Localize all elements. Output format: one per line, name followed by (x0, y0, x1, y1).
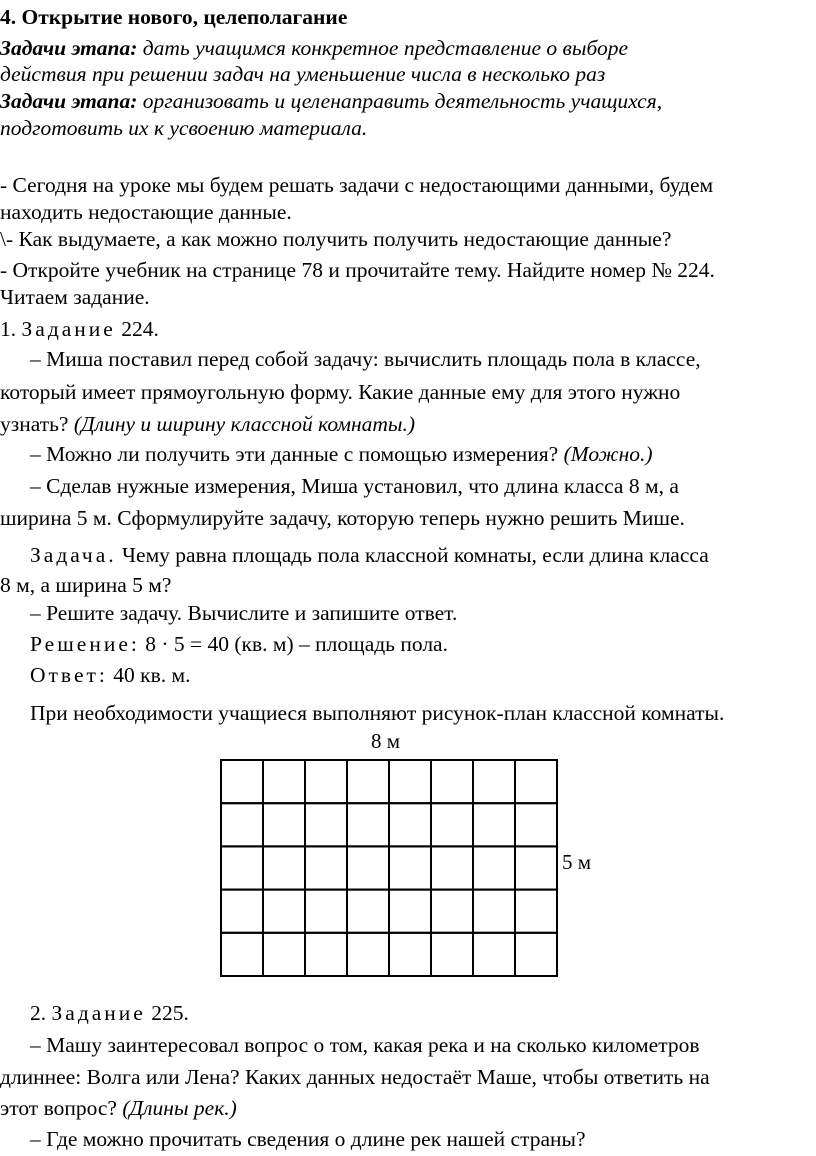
grid-cell (221, 890, 263, 933)
grid-cell (221, 933, 263, 976)
text-span: – Можно ли получить эти данные с помощью измерения? (30, 442, 559, 466)
answer-text: 40 кв. м. (113, 663, 191, 687)
grid-cell (431, 933, 473, 976)
stage-task-text: дать учащимся конкретное представление о выборе (142, 36, 629, 60)
expected-answer: (Длину и ширину классной комнаты.) (73, 412, 416, 436)
grid-cell (515, 803, 557, 846)
solution-label: Решение: (30, 632, 140, 656)
task-224-heading (0, 316, 159, 342)
grid-cell (305, 933, 347, 976)
intro-line-1: - Сегодня на уроке мы будем решать задачи с недостающими данными, будем (0, 173, 714, 197)
section-title: 4. Открытие нового, целеполагание (0, 5, 348, 29)
problem-text: Чему равна площадь пола классной комнаты, если длина класса (122, 543, 709, 567)
task-225-heading (30, 1000, 189, 1026)
solve-prompt: – Решите задачу. Вычислите и запишите ответ. (30, 601, 458, 625)
intro-line-4: - Откройте учебник на странице 78 и прочитайте тему. Найдите номер № 224. (0, 258, 715, 282)
grid-cell (431, 760, 473, 803)
grid-cell (515, 890, 557, 933)
grid-cell (473, 890, 515, 933)
grid-cell (515, 760, 557, 803)
grid-cell (515, 933, 557, 976)
task-224-p1-line-1 (30, 346, 814, 372)
stage-task-line-2: действия при решении задач на уменьшение числа в несколько раз (0, 62, 606, 86)
stage-task-label: Задачи этапа: (0, 36, 138, 60)
stage-task-line-1 (0, 35, 628, 61)
grid-cell (473, 933, 515, 976)
task-label: Задание (21, 317, 116, 341)
answer-label: Ответ: (30, 663, 108, 687)
grid-cell (305, 803, 347, 846)
grid-cell (473, 803, 515, 846)
expected-answer: (Можно.) (563, 442, 653, 466)
stage-task-line-3 (0, 88, 662, 114)
grid-cell (263, 760, 305, 803)
grid-cell (389, 760, 431, 803)
grid-cell (347, 803, 389, 846)
grid-cell (221, 846, 263, 889)
floor-plan-grid (219, 758, 559, 978)
stage-task-line-4: подготовить их к усвоению материала. (0, 116, 368, 140)
problem-line-2: 8 м, а ширина 5 м? (0, 573, 172, 597)
expected-answer: (Длины рек.) (122, 1096, 237, 1120)
task-label: Задание (51, 1001, 146, 1025)
task-224-p1-line-3 (0, 411, 415, 437)
task-224-p3-line-1: – Сделав нужные измерения, Миша установил, что длина класса 8 м, а (30, 474, 679, 498)
task-number: 1. (0, 317, 17, 341)
height-label: 5 м (562, 850, 592, 874)
task-224-p2 (30, 441, 653, 467)
task-id: 225. (151, 1001, 189, 1025)
task-225-p1-line-1: – Машу заинтересовал вопрос о том, какая река и на сколько километров (30, 1033, 700, 1057)
intro-line-3: \- Как выдумаете, а как можно получить получить недостающие данные? (0, 227, 672, 251)
text-span: узнать? (0, 412, 69, 436)
text-line: – Миша поставил перед собой задачу: вычислить площадь пола в классе, (30, 347, 701, 371)
stage-task-text: организовать и целенаправить деятельность учащихся, (142, 89, 663, 113)
problem-line-1 (30, 542, 709, 568)
task-225-p1-line-2: длиннее: Волга или Лена? Каких данных недостаёт Маше, чтобы ответить на (0, 1065, 710, 1089)
text-span: этот вопрос? (0, 1096, 117, 1120)
grid-cell (305, 890, 347, 933)
intro-line-2: находить недостающие данные. (0, 200, 292, 224)
grid-cell (389, 933, 431, 976)
grid-cell (305, 846, 347, 889)
grid-cell (431, 890, 473, 933)
task-225-p2: – Где можно прочитать сведения о длине рек нашей страны? (30, 1127, 586, 1151)
grid-cell (473, 846, 515, 889)
grid-cell (431, 846, 473, 889)
grid-cell (347, 846, 389, 889)
task-number: 2. (30, 1001, 47, 1025)
grid-cell (431, 803, 473, 846)
grid-cell (221, 803, 263, 846)
solution-text: 8 · 5 = 40 (кв. м) – площадь пола. (145, 632, 448, 656)
grid-cell (389, 803, 431, 846)
task-224-p1-line-2: который имеет прямоугольную форму. Какие данные ему для этого нужно (0, 380, 681, 404)
task-id: 224. (121, 317, 159, 341)
solution-line (30, 631, 448, 657)
width-label: 8 м (371, 729, 401, 753)
grid-cell (263, 890, 305, 933)
stage-task-label: Задачи этапа: (0, 89, 138, 113)
grid-cell (389, 846, 431, 889)
plan-note: При необходимости учащиеся выполняют рисунок-план классной комнаты. (30, 701, 725, 725)
grid-cell (347, 890, 389, 933)
problem-label: Задача. (30, 543, 117, 567)
grid-cell (515, 846, 557, 889)
grid-cell (473, 760, 515, 803)
grid-cell (221, 760, 263, 803)
grid-cell (305, 760, 347, 803)
answer-line (30, 662, 190, 688)
task-224-p3-line-2: ширина 5 м. Сформулируйте задачу, которую теперь нужно решить Мише. (0, 506, 685, 530)
grid-cell (263, 803, 305, 846)
intro-line-5: Читаем задание. (0, 285, 150, 309)
grid-cell (263, 933, 305, 976)
task-225-p1-line-3 (0, 1095, 237, 1121)
grid-cell (347, 760, 389, 803)
grid-cell (263, 846, 305, 889)
grid-cell (389, 890, 431, 933)
grid-cell (347, 933, 389, 976)
